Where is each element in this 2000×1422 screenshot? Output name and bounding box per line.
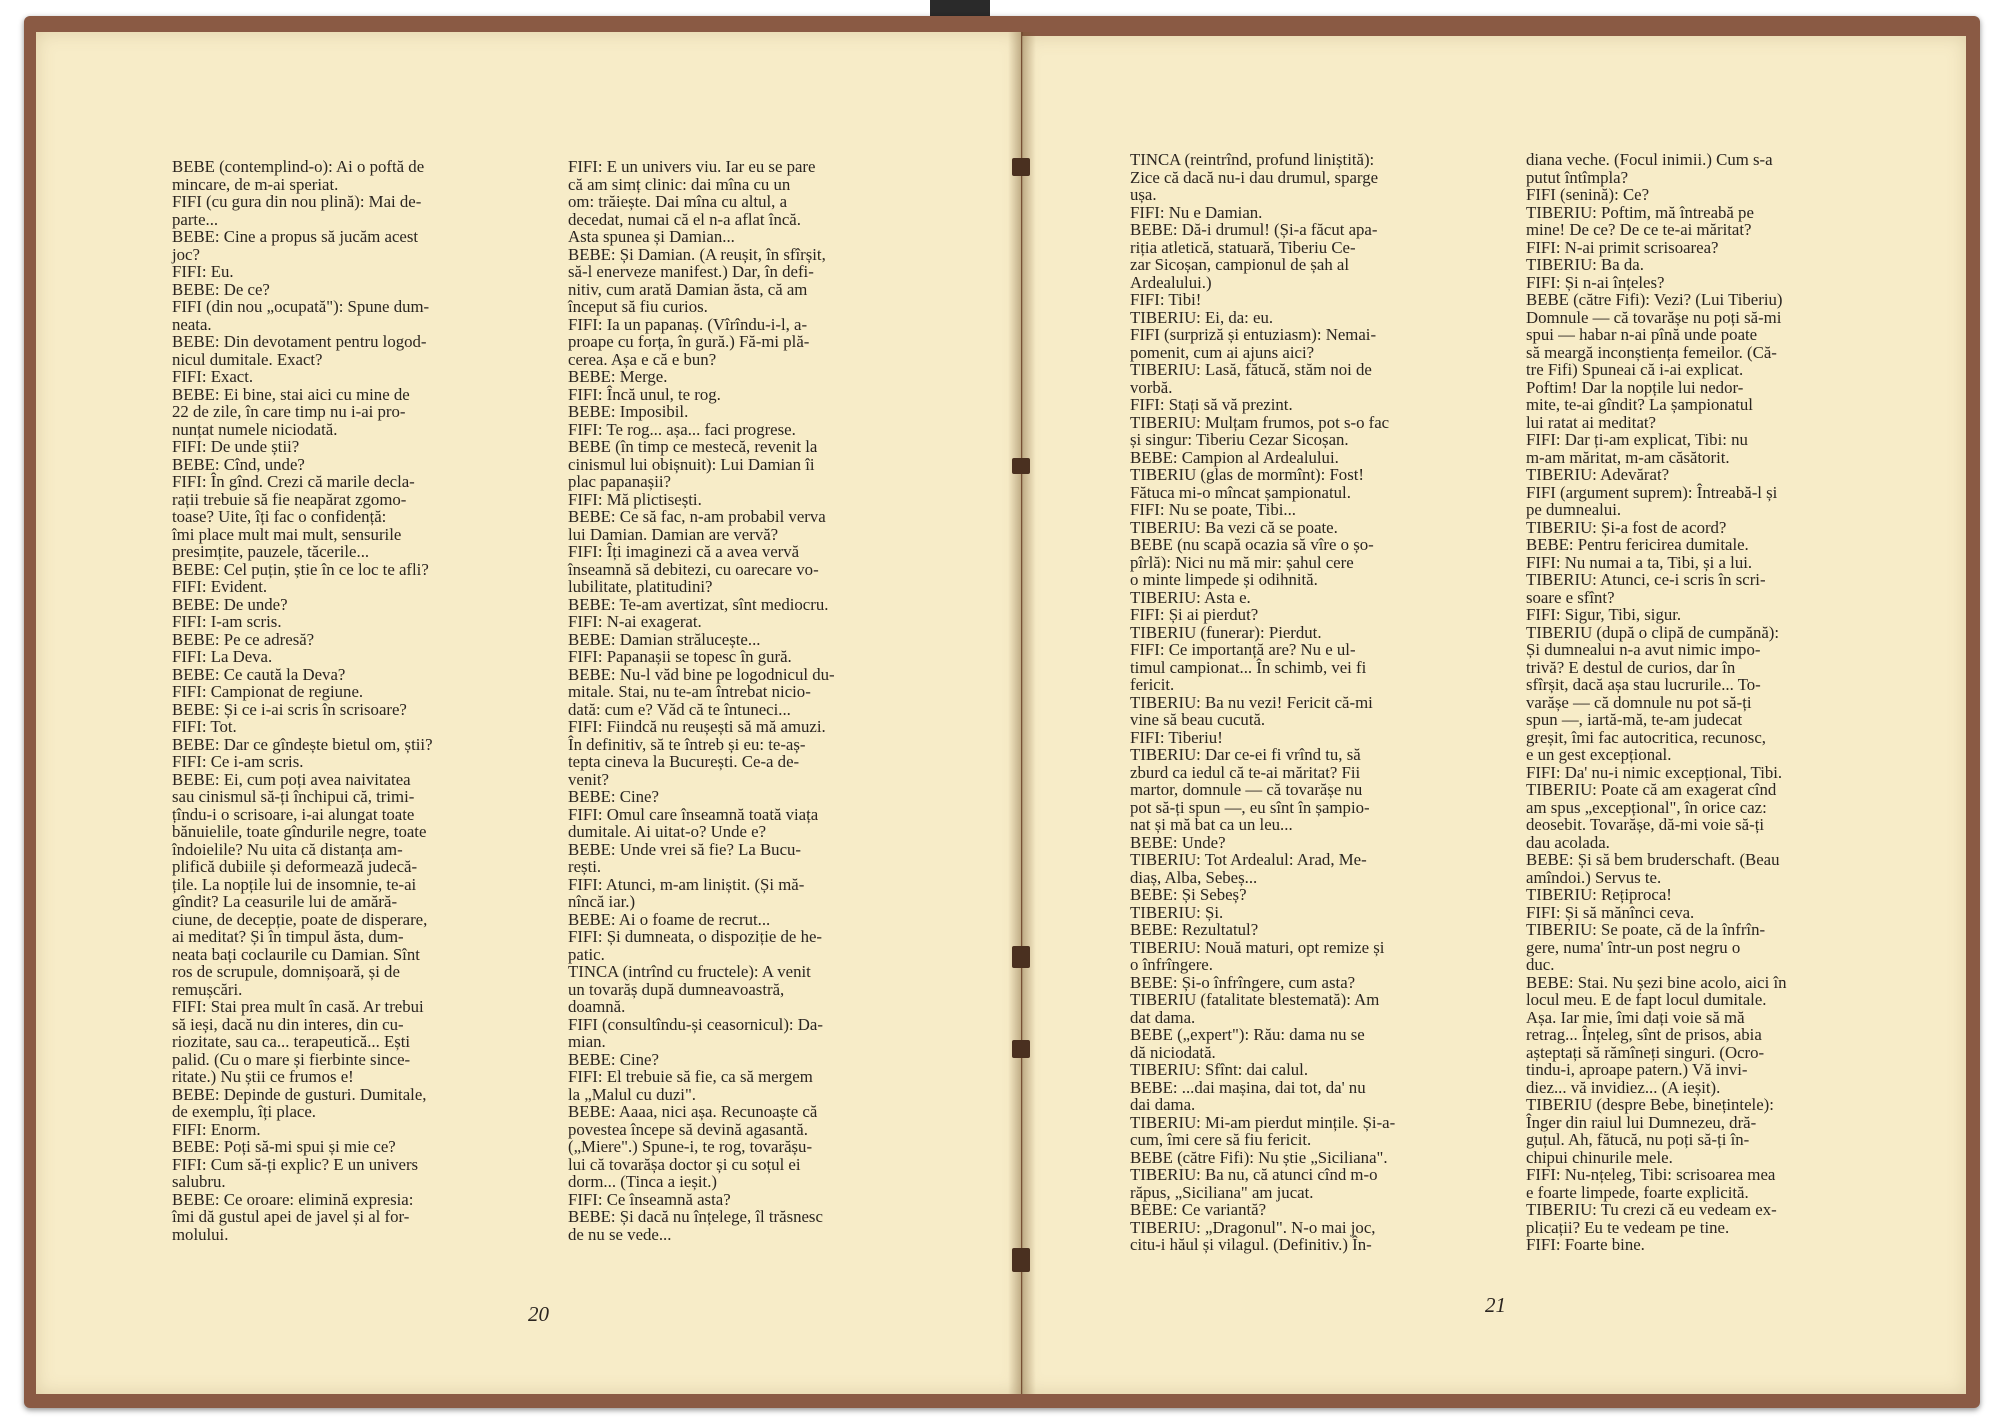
right-page	[1022, 36, 1966, 1394]
right-page-column-2	[1526, 151, 1804, 1254]
text-line: TIBERIU: Ba vezi că se poate.	[1130, 517, 1338, 537]
text-line: BEBE: Poți să-mi spui și mie ce?	[172, 1137, 396, 1156]
binding-thread	[1012, 458, 1030, 474]
text-line: cerea. Așa e că e bun?	[568, 349, 717, 369]
text-line: dau acolada.	[1526, 832, 1610, 852]
text-line: gere, numa' într-un post negru o	[1526, 937, 1741, 957]
text-line: FIFI: Campionat de regiune.	[172, 682, 364, 701]
text-line: BEBE: Imposibil.	[568, 402, 689, 421]
text-line: venit?	[568, 769, 610, 789]
text-line: un tovarăș după dumneavoastră,	[568, 979, 785, 999]
text-line: BEBE: Ce oroare: elimină expresia:	[172, 1189, 414, 1209]
text-line: trivă? E destul de curios, dar în	[1526, 657, 1736, 677]
text-line: dată: cum e? Văd că te întuneci...	[568, 699, 791, 719]
text-line: chipui chinurile mele.	[1526, 1147, 1673, 1167]
text-line: ros de scrupule, domnișoară, și de	[172, 962, 400, 981]
text-line: FIFI: Îți imaginezi că a avea vervă	[568, 542, 800, 561]
text-line: FIFI (senină): Ce?	[1526, 185, 1650, 204]
text-line: FIFI: Tibi!	[1130, 290, 1202, 309]
text-line: FIFI: În gînd. Crezi că marile decla-	[172, 472, 415, 491]
text-line: TIBERIU: Mulțam frumos, pot s-o fac	[1130, 412, 1390, 432]
text-line: de exemplu, îți place.	[172, 1102, 316, 1121]
text-line: BEBE: Damian strălucește...	[568, 629, 761, 649]
text-line: mine! De ce? De ce te-ai măritat?	[1526, 220, 1752, 239]
text-line: FIFI: Exact.	[172, 367, 254, 386]
text-line: pot să-ți spun —, eu sînt în șampio-	[1130, 797, 1370, 817]
text-line: FIFI: Papanașii se topesc în gură.	[568, 647, 792, 666]
text-line: BEBE: Unde?	[1130, 832, 1226, 852]
text-line: BEBE: ...dai mașina, dai tot, da' nu	[1130, 1077, 1366, 1097]
text-line: FIFI: Ia un papanaș. (Vîrîndu-i-l, a-	[568, 314, 808, 334]
text-line: neata bați coclaurile cu Damian. Sînt	[172, 944, 420, 964]
text-line: m-am măritat, m-am căsătorit.	[1526, 447, 1730, 467]
text-line: varășe — că domnule nu pot să-ți	[1526, 692, 1752, 712]
text-line: FIFI: Tot.	[172, 717, 237, 736]
text-line: TIBERIU (funerar): Pierdut.	[1130, 622, 1322, 642]
text-line: vine să beau cucută.	[1130, 710, 1266, 729]
text-line: riția atletică, statuară, Tiberiu Ce-	[1130, 237, 1356, 257]
right-page-column-1	[1130, 151, 1400, 1254]
text-line: Așa. Iar mie, îmi dați voie să mă	[1526, 1007, 1745, 1027]
text-line: zburd ca iedul că te-ai măritat? Fii	[1130, 762, 1361, 782]
book-gutter	[1008, 32, 1036, 1394]
text-line: BEBE: Și Damian. (A reușit, în sfîrșit,	[568, 244, 826, 264]
text-line: BEBE: Și Sebeș?	[1130, 885, 1247, 904]
text-line: FIFI: Stai prea mult în casă. Ar trebui	[172, 997, 424, 1016]
text-line: BEBE: Merge.	[568, 367, 668, 386]
text-line: zar Sicoșan, campionul de șah al	[1130, 255, 1350, 274]
text-line: mian.	[568, 1032, 606, 1051]
text-line: lui Damian. Damian are vervă?	[568, 524, 779, 544]
text-line: FIFI: E un univers viu. Iar eu se pare	[568, 157, 816, 176]
left-page	[36, 32, 1021, 1394]
text-line: BEBE: Dar ce gîndește bietul om, știi?	[172, 734, 433, 754]
text-line: Domnule — că tovarășe nu poți să-mi	[1526, 307, 1782, 327]
text-line: BEBE: Aaaa, nici așa. Recunoaște că	[568, 1102, 818, 1121]
text-line: lubilitate, platitudini?	[568, 577, 713, 596]
text-line: FIFI: Mă plictisești.	[568, 489, 702, 509]
text-line: FIFI: Și să mănînci ceva.	[1526, 902, 1695, 922]
text-line: FIFI (surpriză și entuziasm): Nemai-	[1130, 325, 1377, 344]
text-line: tepta cineva la București. Ce-a de-	[568, 752, 800, 771]
text-line: duc.	[1526, 955, 1555, 974]
text-line: FIFI: Încă unul, te rog.	[568, 384, 721, 404]
text-line: ai meditat? Și în timpul ăsta, dum-	[172, 927, 404, 946]
text-line: Ardealului.)	[1130, 272, 1212, 292]
text-line: doamnă.	[568, 997, 626, 1016]
text-line: parte...	[172, 209, 219, 229]
text-line: FIFI: El trebuie să fie, ca să mergem	[568, 1067, 813, 1086]
left-page-column-2	[568, 158, 846, 1243]
text-line: TIBERIU: Nouă maturi, opt remize și	[1130, 937, 1385, 957]
text-line: BEBE („expert"): Rău: dama nu se	[1130, 1025, 1365, 1044]
text-line: joc?	[172, 244, 200, 264]
text-line: cinismul lui obișnuit): Lui Damian îi	[568, 454, 815, 474]
text-line: înseamnă să debitezi, cu oarecare vo-	[568, 559, 819, 579]
text-line: martor, domnule — că tovarășe nu	[1130, 780, 1363, 799]
text-line: FIFI: Și ai pierdut?	[1130, 605, 1259, 624]
text-line: timul campionat... În schimb, vei fi	[1130, 657, 1367, 677]
text-line: FIFI: Ce înseamnă asta?	[568, 1189, 731, 1209]
text-line: FIFI: La Deva.	[172, 647, 273, 666]
text-line: BEBE: Și dacă nu înțelege, îl trăsnesc	[568, 1207, 823, 1226]
text-line: BEBE: Și-o înfrîngere, cum asta?	[1130, 972, 1356, 992]
text-line: BEBE (către Fifi): Vezi? (Lui Tiberiu)	[1526, 290, 1783, 309]
text-line: BEBE (în timp ce mestecă, revenit la	[568, 437, 818, 456]
text-line: BEBE: Și ce i-ai scris în scrisoare?	[172, 699, 407, 719]
text-line: să ieși, dacă nu din interes, din cu-	[172, 1014, 404, 1034]
text-line: BEBE: Cine a propus să jucăm acest	[172, 227, 419, 246]
text-line: TIBERIU (fatalitate blestemată): Am	[1130, 990, 1380, 1009]
text-line: dă niciodată.	[1130, 1042, 1216, 1062]
text-line: nunțat numele niciodată.	[172, 419, 338, 439]
text-line: putut întîmpla?	[1526, 167, 1629, 187]
text-line: retrag... Înțeleg, sînt de prisos, abia	[1526, 1025, 1762, 1044]
text-line: BEBE: Nu-l văd bine pe logodnicul du-	[568, 664, 835, 684]
text-line: TIBERIU: Asta e.	[1130, 587, 1251, 607]
text-line: BEBE: Dă-i drumul! (Și-a făcut apa-	[1130, 220, 1378, 239]
text-line: BEBE: Din devotament pentru logod-	[172, 332, 427, 351]
text-line: BEBE: Campion al Ardealului.	[1130, 447, 1339, 467]
text-line: Și dumnealui n-a avut nimic impo-	[1526, 640, 1761, 659]
text-line: FIFI (din nou „ocupată"): Spune dum-	[172, 297, 430, 316]
text-line: greșit, îmi fac autocritica, recunosc,	[1526, 727, 1766, 747]
text-line: dat dama.	[1130, 1007, 1196, 1027]
text-line: TIBERIU: „Dragonul". N-o mai joc,	[1130, 1217, 1376, 1237]
text-line: FIFI: N-ai primit scrisoarea?	[1526, 237, 1719, 257]
text-line: 22 de zile, în care timp nu i-ai pro-	[172, 402, 406, 421]
text-line: pîrlă): Nici nu mă mir: șahul cere	[1130, 552, 1354, 572]
text-line: TIBERIU: Poftim, mă întreabă pe	[1526, 202, 1754, 222]
text-line: pe dumnealui.	[1526, 500, 1622, 519]
text-line: citu-i hăul și vilagul. (Definitiv.) În-	[1130, 1235, 1372, 1254]
text-line: FIFI: Și n-ai înțeles?	[1526, 272, 1665, 292]
text-line: mincare, de m-ai speriat.	[172, 174, 339, 194]
text-line: remușcări.	[172, 979, 243, 999]
text-line: diana veche. (Focul inimii.) Cum s-a	[1526, 150, 1773, 169]
text-line: BEBE: Cel puțin, știe în ce loc te afli?	[172, 559, 429, 579]
text-line: guțul. Ah, fătucă, nu poți să-ți în-	[1526, 1130, 1750, 1149]
text-line: tindu-i, aproape patern.) Vă invi-	[1526, 1060, 1748, 1079]
text-line: ciune, de decepție, poate de disperare,	[172, 909, 428, 929]
text-line: BEBE: Și să bem bruderschaft. (Beau	[1526, 850, 1780, 869]
text-line: molului.	[172, 1224, 229, 1244]
text-line: Poftim! Dar la nopțile lui nedor-	[1526, 377, 1744, 397]
text-line: vorbă.	[1130, 377, 1173, 397]
text-line: TIBERIU: Și.	[1130, 902, 1224, 922]
text-line: Zice că dacă nu-i dau drumul, sparge	[1130, 167, 1379, 187]
text-line: FIFI: Enorm.	[172, 1119, 261, 1139]
binding-thread	[1012, 946, 1030, 968]
text-line: FIFI: Tiberiu!	[1130, 727, 1223, 747]
text-line: BEBE: Cine?	[568, 787, 659, 806]
text-line: BEBE: Depinde de gusturi. Dumitale,	[172, 1084, 427, 1104]
text-line: FIFI: De unde știi?	[172, 437, 300, 456]
text-line: FIFI: I-am scris.	[172, 612, 282, 631]
text-line: BEBE: Pe ce adresă?	[172, 629, 315, 649]
text-line: plac papanașii?	[568, 472, 671, 491]
text-line: FIFI: Dar ți-am explicat, Tibi: nu	[1526, 430, 1748, 449]
text-line: FIFI: Omul care înseamnă toată viața	[568, 804, 819, 824]
text-line: proape cu forța, în gură.) Fă-mi plă-	[568, 332, 810, 351]
text-line: palid. (Cu o mare și fierbinte since-	[172, 1049, 411, 1069]
text-line: TIBERIU: Ba da.	[1526, 255, 1644, 274]
text-line: FIFI: Fiindcă nu reușești să mă amuzi.	[568, 717, 826, 736]
text-line: BEBE: Pentru fericirea dumitale.	[1526, 535, 1749, 554]
text-line: nicul dumitale. Exact?	[172, 349, 323, 369]
binding-thread	[1012, 1248, 1030, 1272]
text-line: FIFI: Și dumneata, o dispoziție de he-	[568, 927, 823, 946]
text-line: TIBERIU: Tot Ardealul: Arad, Me-	[1130, 850, 1367, 869]
text-line: TIBERIU: Ba nu vezi! Fericit că-mi	[1130, 692, 1373, 712]
text-line: („Miere".) Spune-i, te rog, tovarășu-	[568, 1137, 813, 1156]
text-line: BEBE (contemplind-o): Ai o poftă de	[172, 157, 425, 176]
text-line: TIBERIU: Adevărat?	[1526, 465, 1670, 484]
text-line: și singur: Tiberiu Cezar Sicoșan.	[1130, 430, 1349, 449]
text-line: îmi place mult mai mult, sensurile	[172, 524, 402, 544]
text-line: BEBE: Ce caută la Deva?	[172, 664, 346, 684]
text-line: început să fiu curios.	[568, 297, 708, 316]
text-line: dorm... (Tinca a ieșit.)	[568, 1172, 717, 1191]
text-line: îmi dă gustul apei de javel și al for-	[172, 1207, 410, 1226]
text-line: TIBERIU: Poate că am exagerat cînd	[1526, 780, 1777, 799]
text-line: bănuielile, toate gîndurile negre, toate	[172, 822, 427, 841]
text-line: sfîrșit, dacă așa stau lucrurile... To-	[1526, 675, 1761, 694]
text-line: TIBERIU: Dar ce-ei fi vrînd tu, să	[1130, 745, 1361, 764]
text-line: FIFI (argument suprem): Întreabă-l și	[1526, 482, 1778, 502]
text-line: decedat, numai că el n-a aflat încă.	[568, 209, 801, 229]
text-line: BEBE: Ei, cum poți avea naivitatea	[172, 769, 411, 789]
text-line: BEBE: De ce?	[172, 279, 270, 299]
binding-thread	[1012, 158, 1030, 176]
text-line: nîncă iar.)	[568, 892, 636, 911]
text-line: e foarte limpede, foarte explicită.	[1526, 1182, 1749, 1202]
text-line: BEBE: Ai o foame de recrut...	[568, 909, 771, 929]
text-line: lui ratat ai meditat?	[1526, 412, 1656, 432]
text-line: salubru.	[172, 1172, 226, 1191]
text-line: BEBE: Ce să fac, n-am probabil verva	[568, 507, 826, 526]
text-line: BEBE: Cînd, unde?	[172, 454, 305, 474]
text-line: o înfrîngere.	[1130, 955, 1213, 974]
text-line: FIFI: Nu se poate, Tibi...	[1130, 500, 1296, 519]
text-line: dai dama.	[1130, 1095, 1196, 1114]
text-line: FIFI: Ce i-am scris.	[172, 752, 304, 771]
text-line: tre Fifi) Spuneai că i-ai explicat.	[1526, 360, 1744, 379]
text-line: BEBE: Ce variantă?	[1130, 1200, 1267, 1219]
text-line: BEBE: Stai. Nu șezi bine acolo, aici în	[1526, 972, 1787, 992]
text-line: BEBE: Rezultatul?	[1130, 920, 1259, 939]
text-line: patic.	[568, 944, 605, 964]
text-line: de nu se vede...	[568, 1224, 672, 1244]
text-line: FIFI: Te rog... așa... faci progrese.	[568, 419, 796, 439]
text-line: să meargă inconștiența femeilor. (Că-	[1526, 342, 1777, 362]
text-line: TIBERIU: Ei, da: eu.	[1130, 307, 1274, 327]
text-line: FIFI (cu gura din nou plină): Mai de-	[172, 192, 422, 211]
text-line: răpus, „Siciliana" am jucat.	[1130, 1182, 1314, 1202]
text-line: Asta spunea și Damian...	[568, 227, 735, 246]
text-line: presimțite, pauzele, tăcerile...	[172, 542, 370, 561]
text-line: TIBERIU: Ba nu, că atunci cînd m-o	[1130, 1165, 1378, 1184]
text-line: În definitiv, să te întreb și eu: te-aș-	[568, 734, 806, 754]
left-page-column-1	[172, 158, 442, 1243]
text-line: dumitale. Ai uitat-o? Unde e?	[568, 822, 767, 841]
text-line: TIBERIU: Atunci, ce-i scris în scri-	[1526, 570, 1766, 589]
text-line: FIFI: Eu.	[172, 262, 234, 281]
text-line: neata.	[172, 314, 212, 334]
text-line: BEBE: Unde vrei să fie? La Bucu-	[568, 839, 801, 859]
text-line: TIBERIU: Rețiproca!	[1526, 885, 1672, 904]
text-line: așteptați să rămîneți singuri. (Ocro-	[1526, 1042, 1765, 1062]
text-line: FIFI: Atunci, m-am liniștit. (Și mă-	[568, 874, 805, 894]
text-line: Înger din raiul lui Dumnezeu, dră-	[1526, 1112, 1757, 1132]
text-line: mitale. Stai, nu te-am întrebat nicio-	[568, 682, 811, 701]
text-line: FIFI: Foarte bine.	[1526, 1235, 1645, 1254]
text-line: FIFI: Stați să vă prezint.	[1130, 395, 1293, 414]
text-line: cum, îmi cere să fiu fericit.	[1130, 1130, 1312, 1149]
text-line: FIFI (consultîndu-și ceasornicul): Da-	[568, 1014, 823, 1034]
text-line: TINCA (intrînd cu fructele): A venit	[568, 962, 811, 981]
text-line: plicații? Eu te vedeam pe tine.	[1526, 1217, 1730, 1237]
text-line: toase? Uite, îți fac o confidență:	[172, 507, 387, 526]
text-line: povestea începe să devină agasantă.	[568, 1119, 808, 1139]
text-line: pomenit, cum ai ajuns aici?	[1130, 342, 1315, 362]
text-line: FIFI: Ce importanță are? Nu e ul-	[1130, 640, 1356, 659]
page-number-right: 21	[1485, 1293, 1506, 1317]
text-line: TIBERIU (glas de mormînt): Fost!	[1130, 465, 1364, 484]
text-line: că am simț clinic: dai mîna cu un	[568, 174, 791, 194]
text-line: sau cinismul să-ți închipui că, trimi-	[172, 787, 415, 806]
text-line: TIBERIU: Se poate, că de la înfrîn-	[1526, 920, 1766, 939]
text-line: nitiv, cum arată Damian ăsta, că am	[568, 279, 808, 299]
text-line: TINCA (reintrînd, profund liniștită):	[1130, 150, 1375, 169]
text-line: BEBE: Te-am avertizat, sînt mediocru.	[568, 594, 829, 614]
text-line: spui — habar n-ai pînă unde poate	[1526, 325, 1758, 344]
text-line: FIFI: Nu numai a ta, Tibi, și a lui.	[1526, 552, 1753, 572]
text-line: riozitate, sau ca... terapeutică... Ești	[172, 1032, 411, 1051]
text-line: nat și mă bat ca un leu...	[1130, 815, 1293, 834]
text-line: FIFI: Sigur, Tibi, sigur.	[1526, 605, 1682, 624]
text-line: BEBE: Cine?	[568, 1049, 659, 1069]
text-line: rești.	[568, 857, 602, 876]
text-line: TIBERIU: Tu crezi că eu vedeam ex-	[1526, 1200, 1777, 1219]
text-line: BEBE (nu scapă ocazia să vîre o șo-	[1130, 535, 1374, 554]
text-line: țile. La nopțile lui de insomnie, te-ai	[172, 874, 417, 894]
text-line: BEBE: De unde?	[172, 594, 288, 614]
text-line: FIFI: Cum să-ți explic? E un univers	[172, 1154, 419, 1174]
text-line: gîndit? La ceasurile lui de amără-	[172, 892, 398, 911]
text-line: om: trăiește. Dai mîna cu altul, a	[568, 192, 788, 211]
text-line: lui că tovarășa doctor și cu soțul ei	[568, 1154, 801, 1174]
text-line: deosebit. Tovarășe, dă-mi voie să-ți	[1526, 815, 1765, 834]
text-line: amîndoi.) Servus te.	[1526, 867, 1662, 887]
binding-thread	[1012, 1040, 1030, 1058]
text-line: BEBE: Ei bine, stai aici cu mine de	[172, 384, 410, 404]
text-line: ritate.) Nu știi ce frumos e!	[172, 1067, 354, 1086]
text-line: FIFI: Evident.	[172, 577, 268, 596]
text-line: plifică dubiile și deformează judecă-	[172, 857, 418, 876]
text-line: fericit.	[1130, 675, 1175, 694]
text-line: rații trebuie să fie neapărat zgomo-	[172, 489, 407, 509]
text-line: la „Malul cu duzi".	[568, 1084, 697, 1104]
text-line: TIBERIU: Lasă, fătucă, stăm noi de	[1130, 360, 1372, 379]
text-line: TIBERIU: Sfînt: dai calul.	[1130, 1060, 1309, 1079]
text-line: diez... vă invidiez... (A ieșit).	[1526, 1077, 1721, 1097]
text-line: mite, te-ai gîndit? La șampionatul	[1526, 395, 1753, 414]
text-line: FIFI: Nu-nțeleg, Tibi: scrisoarea mea	[1526, 1165, 1776, 1184]
text-line: FIFI: Nu e Damian.	[1130, 202, 1263, 222]
text-line: ușa.	[1130, 185, 1157, 204]
text-line: spun —, iartă-mă, te-am judecat	[1526, 710, 1743, 729]
text-line: Fătuca mi-o mîncat șampionatul.	[1130, 482, 1351, 502]
page-number-left: 20	[528, 1302, 549, 1326]
text-line: BEBE (către Fifi): Nu știe „Siciliana".	[1130, 1147, 1388, 1167]
text-line: TIBERIU (despre Bebe, binețintele):	[1526, 1095, 1774, 1114]
text-line: soare e sfînt?	[1526, 587, 1615, 607]
text-line: am spus „excepțional", în orice caz:	[1526, 797, 1767, 817]
text-line: țîndu-i o scrisoare, i-ai alungat toate	[172, 804, 415, 824]
text-line: TIBERIU (după o clipă de cumpănă):	[1526, 622, 1780, 642]
text-line: TIBERIU: Mi-am pierdut mințile. Și-a-	[1130, 1112, 1396, 1132]
text-line: îndoielile? Nu uita că distanța am-	[172, 839, 403, 859]
text-line: e un gest excepțional.	[1526, 745, 1672, 764]
text-line: diaș, Alba, Sebeș...	[1130, 867, 1258, 887]
text-line: o minte limpede și odihnită.	[1130, 570, 1318, 589]
text-line: FIFI: Da' nu-i nimic excepțional, Tibi.	[1526, 762, 1783, 782]
text-line: locul meu. E de fapt locul dumitale.	[1526, 990, 1767, 1009]
text-line: FIFI: N-ai exagerat.	[568, 612, 702, 631]
text-line: să-l enerveze manifest.) Dar, în defi-	[568, 262, 814, 281]
text-line: TIBERIU: Și-a fost de acord?	[1526, 517, 1727, 537]
